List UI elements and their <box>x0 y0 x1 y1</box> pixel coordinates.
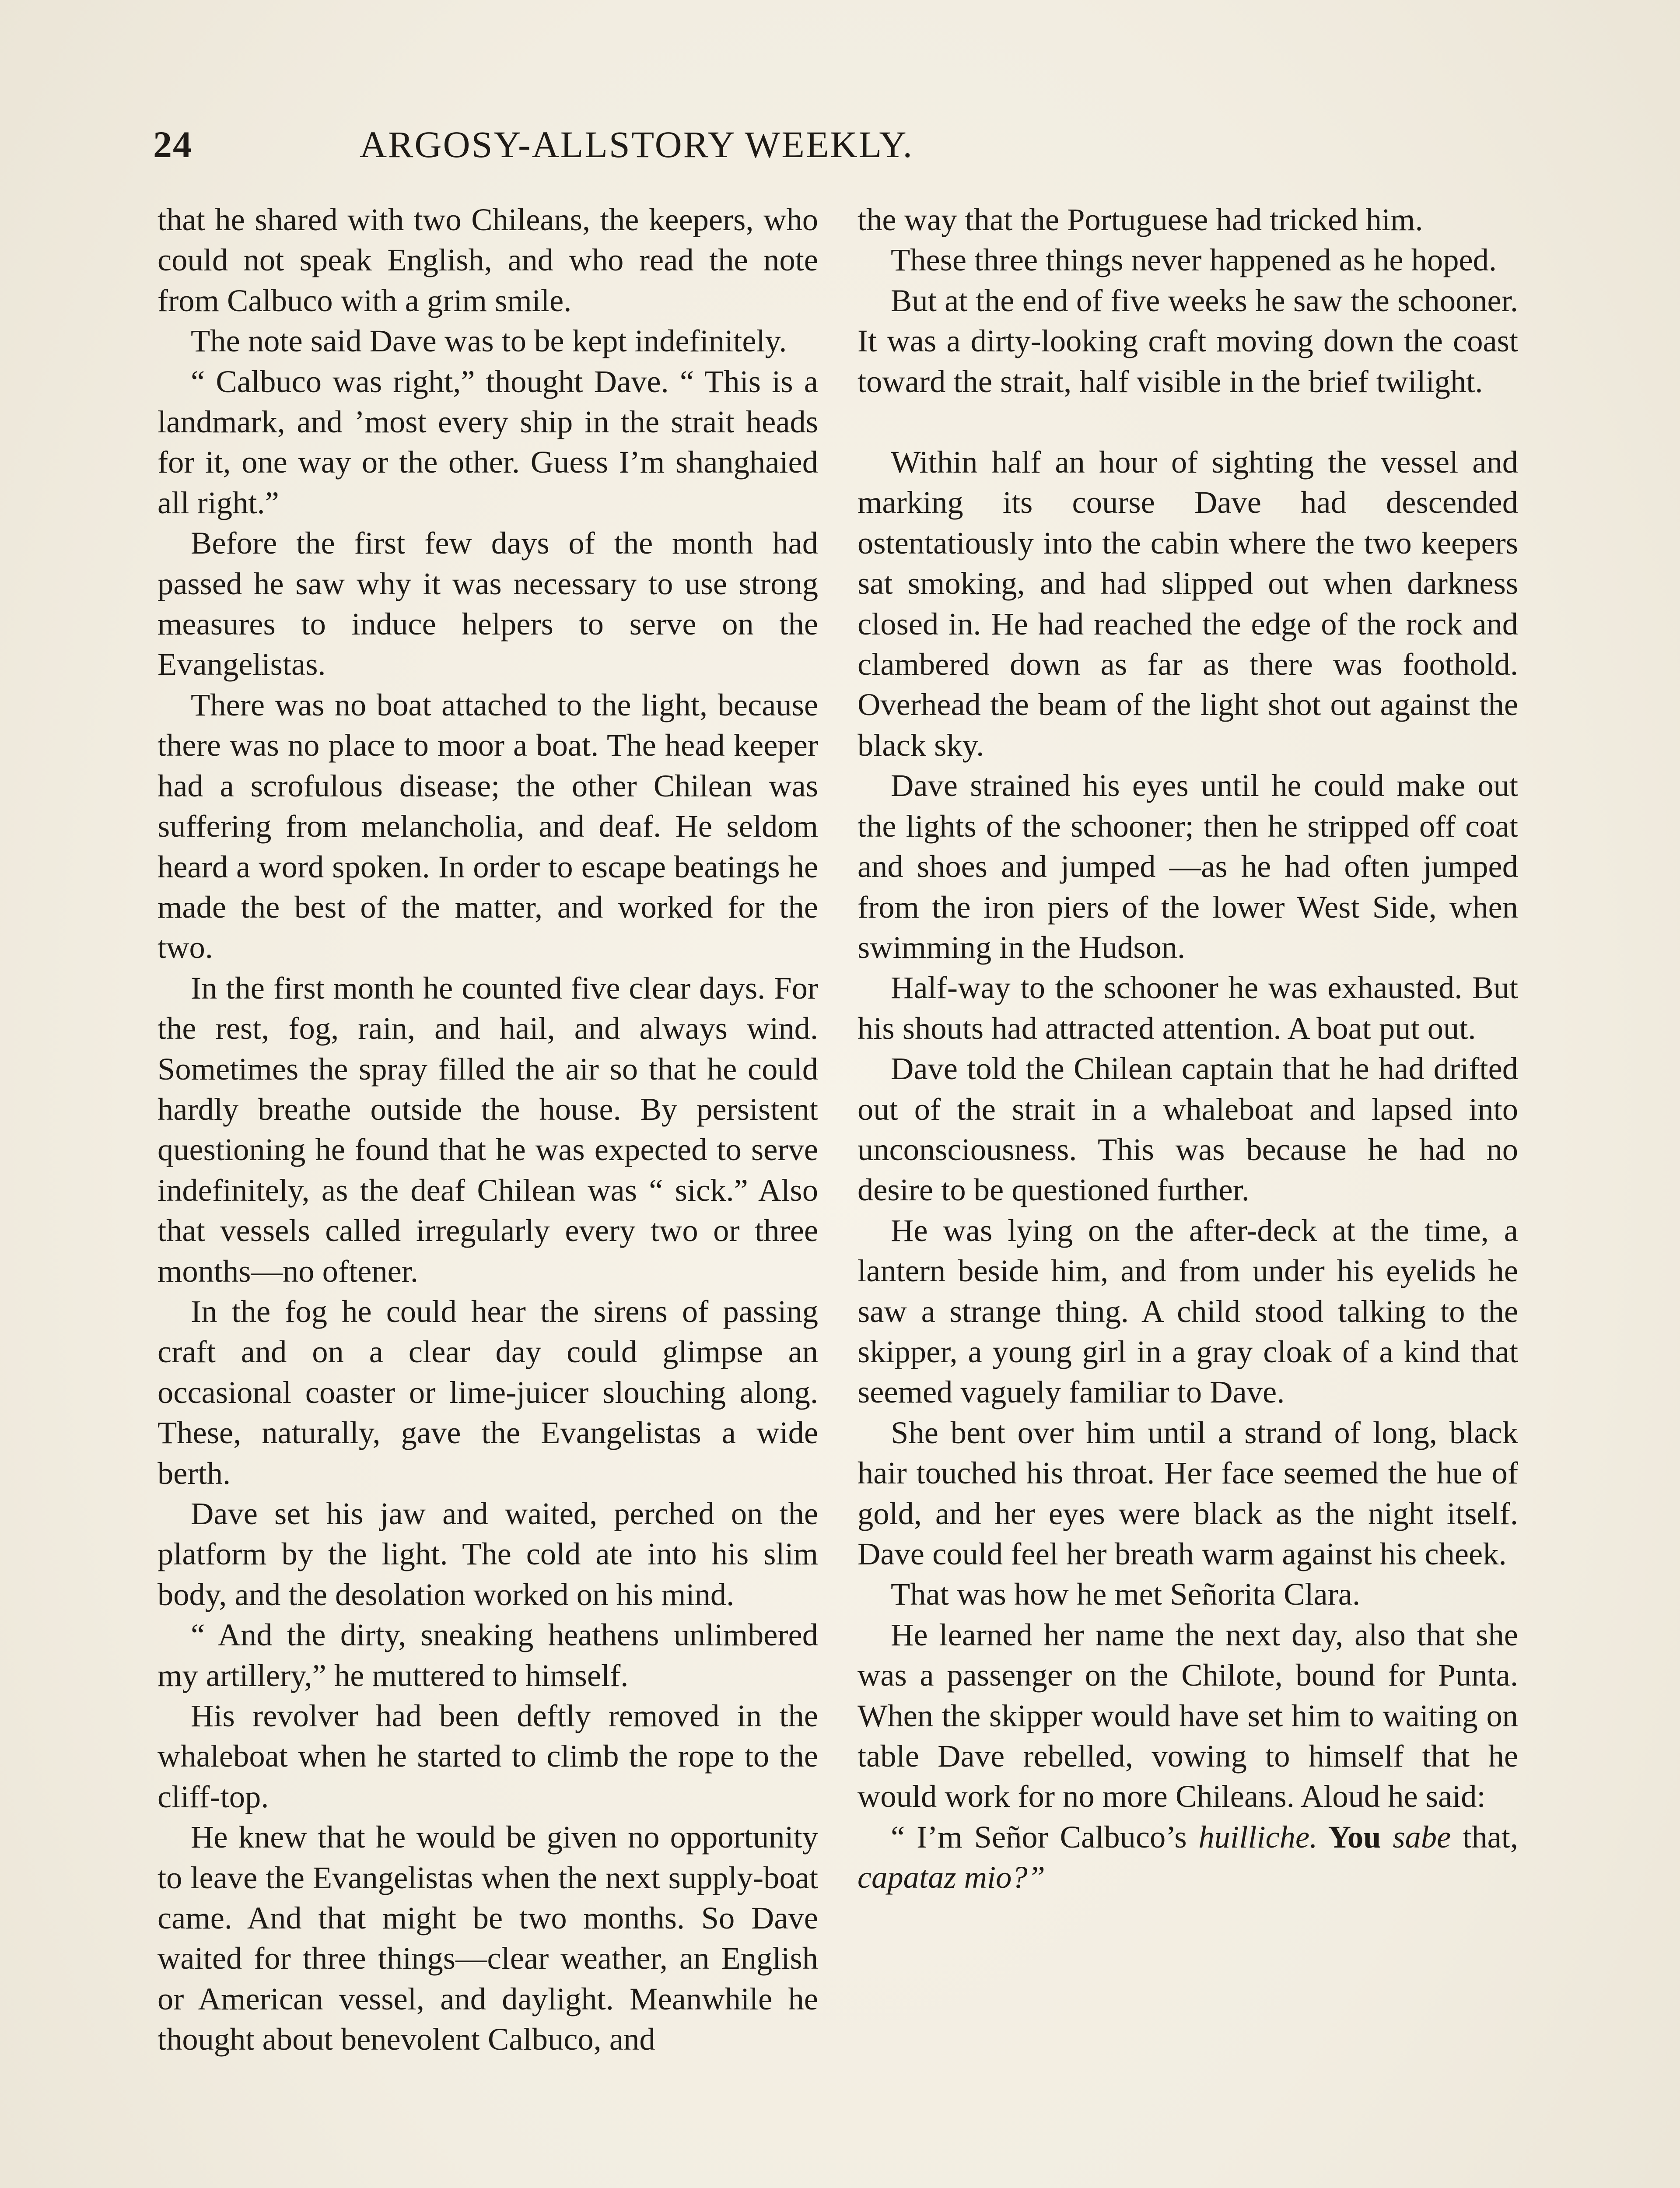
paragraph: He was lying on the after-deck at the time, a lantern beside him, and from under his eyelids he saw a strange thing. A child stood talking to the skipper, a young girl in a gray cloak of a kind that seemed vaguely familiar to Dave. <box>858 1212 1518 1410</box>
paragraph: Dave set his jaw and waited, perched on the platform by the light. The cold ate into his slim body, and the desolation worked on his mind. <box>158 1496 818 1612</box>
paragraph: Half-way to the schooner he was exhausted. But his shouts had attracted attention. A boat put out. <box>858 970 1518 1046</box>
paragraph: the way that the Portuguese had tricked him. <box>858 202 1423 237</box>
paragraph: There was no boat attached to the light, because there was no place to moor a boat. The head keeper had a scrofulous disease; the other Chilean was suffering from melancholia, and deaf. He seldom heard a word spoken. In order to escape beatings he made the best of the matter, and worked for the two. <box>158 687 818 965</box>
paragraph: He learned her name the next day, also that she was a passenger on the Chilote, bound for Punta. When the skipper would have set him to waiting on table Dave rebelled, vowing to himself that he would work for no more Chileans. Aloud he said: <box>858 1616 1518 1814</box>
paragraph: He knew that he would be given no opportunity to leave the Evangelistas when the next supply-boat came. And that might be two months. So Dave waited for three things—clear weather, an English or American vessel, and daylight. Meanwhile he thought about benevolent Calbuco, and <box>158 1819 818 2057</box>
running-head: ARGOSY-ALLSTORY WEEKLY. <box>359 123 914 165</box>
paragraph: Before the first few days of the month had passed he saw why it was necessary to use strong measures to induce helpers to serve on the Evangelistas. <box>158 525 818 682</box>
quote-italic-word: capataz mio?” <box>858 1859 1045 1895</box>
quote-text: “ I’m Señor Calbuco’s <box>891 1819 1199 1855</box>
quote-italic-word: huilliche. <box>1198 1819 1318 1855</box>
page-number: 24 <box>153 123 192 165</box>
left-column <box>158 200 818 2060</box>
paragraph: In the first month he counted five clear days. For the rest, fog, rain, and hail, and always wind. Sometimes the spray filled the air so that he could hardly breathe outside the house. By persistent questioning he found that he was expected to serve indefinitely, as the deaf Chilean was “ sick.” Also that vessels called irregularly every two or three months—no oftener. <box>158 970 818 1289</box>
quote-bold-word: You <box>1317 1819 1381 1855</box>
page-header <box>153 123 1120 171</box>
paragraph: These three things never happened as he hoped. <box>891 242 1497 278</box>
paragraph: Dave strained his eyes until he could make out the lights of the schooner; then he stripped off coat and shoes and jumped —as he had often jumped from the iron piers of the lower West Side, when swimming in the Hudson. <box>858 768 1518 965</box>
paragraph: His revolver had been deftly removed in the whaleboat when he started to climb the rope to the cliff-top. <box>158 1698 818 1814</box>
paragraph: that he shared with two Chileans, the keepers, who could not speak English, and who read the note from Calbuco with a grim smile. <box>158 202 818 318</box>
paragraph: In the fog he could hear the sirens of passing craft and on a clear day could glimpse an occasional coaster or lime-juicer slouching along. These, naturally, gave the Evangelistas a wide berth. <box>158 1293 818 1491</box>
final-quote-paragraph <box>858 1817 1518 1898</box>
paragraph: But at the end of five weeks he saw the schooner. It was a dirty-looking craft moving down the coast toward the strait, half visible in the brief twilight. <box>858 282 1518 399</box>
paragraph: Within half an hour of sighting the vessel and marking its course Dave had descended ostentatiously into the cabin where the two keepers sat smoking, and had slipped out when darkness closed in. He had reached the edge of the rock and clambered down as far as there was foothold. Overhead the beam of the light shot out against the black sky. <box>858 444 1518 763</box>
paragraph: That was how he met Señorita Clara. <box>891 1576 1361 1612</box>
quote-italic-word: sabe <box>1393 1819 1451 1855</box>
quote-text: that, <box>1451 1819 1519 1855</box>
paragraph: She bent over him until a strand of long, black hair touched his throat. Her face seemed the hue of gold, and her eyes were black as the night itself. Dave could feel her breath warm against his cheek. <box>858 1414 1518 1571</box>
paragraph: “ And the dirty, sneaking heathens unlimbered my artillery,” he muttered to himself. <box>158 1617 818 1693</box>
paragraph: Dave told the Chilean captain that he had drifted out of the strait in a whaleboat and lapsed into unconsciousness. This was because he had no desire to be questioned further. <box>858 1051 1518 1208</box>
right-column <box>858 200 1518 1898</box>
paragraph: “ Calbuco was right,” thought Dave. “ This is a landmark, and ’most every ship in the strait heads for it, one way or the other. Guess I’m shanghaied all right.” <box>158 363 818 520</box>
paragraph: The note said Dave was to be kept indefinitely. <box>191 323 787 359</box>
